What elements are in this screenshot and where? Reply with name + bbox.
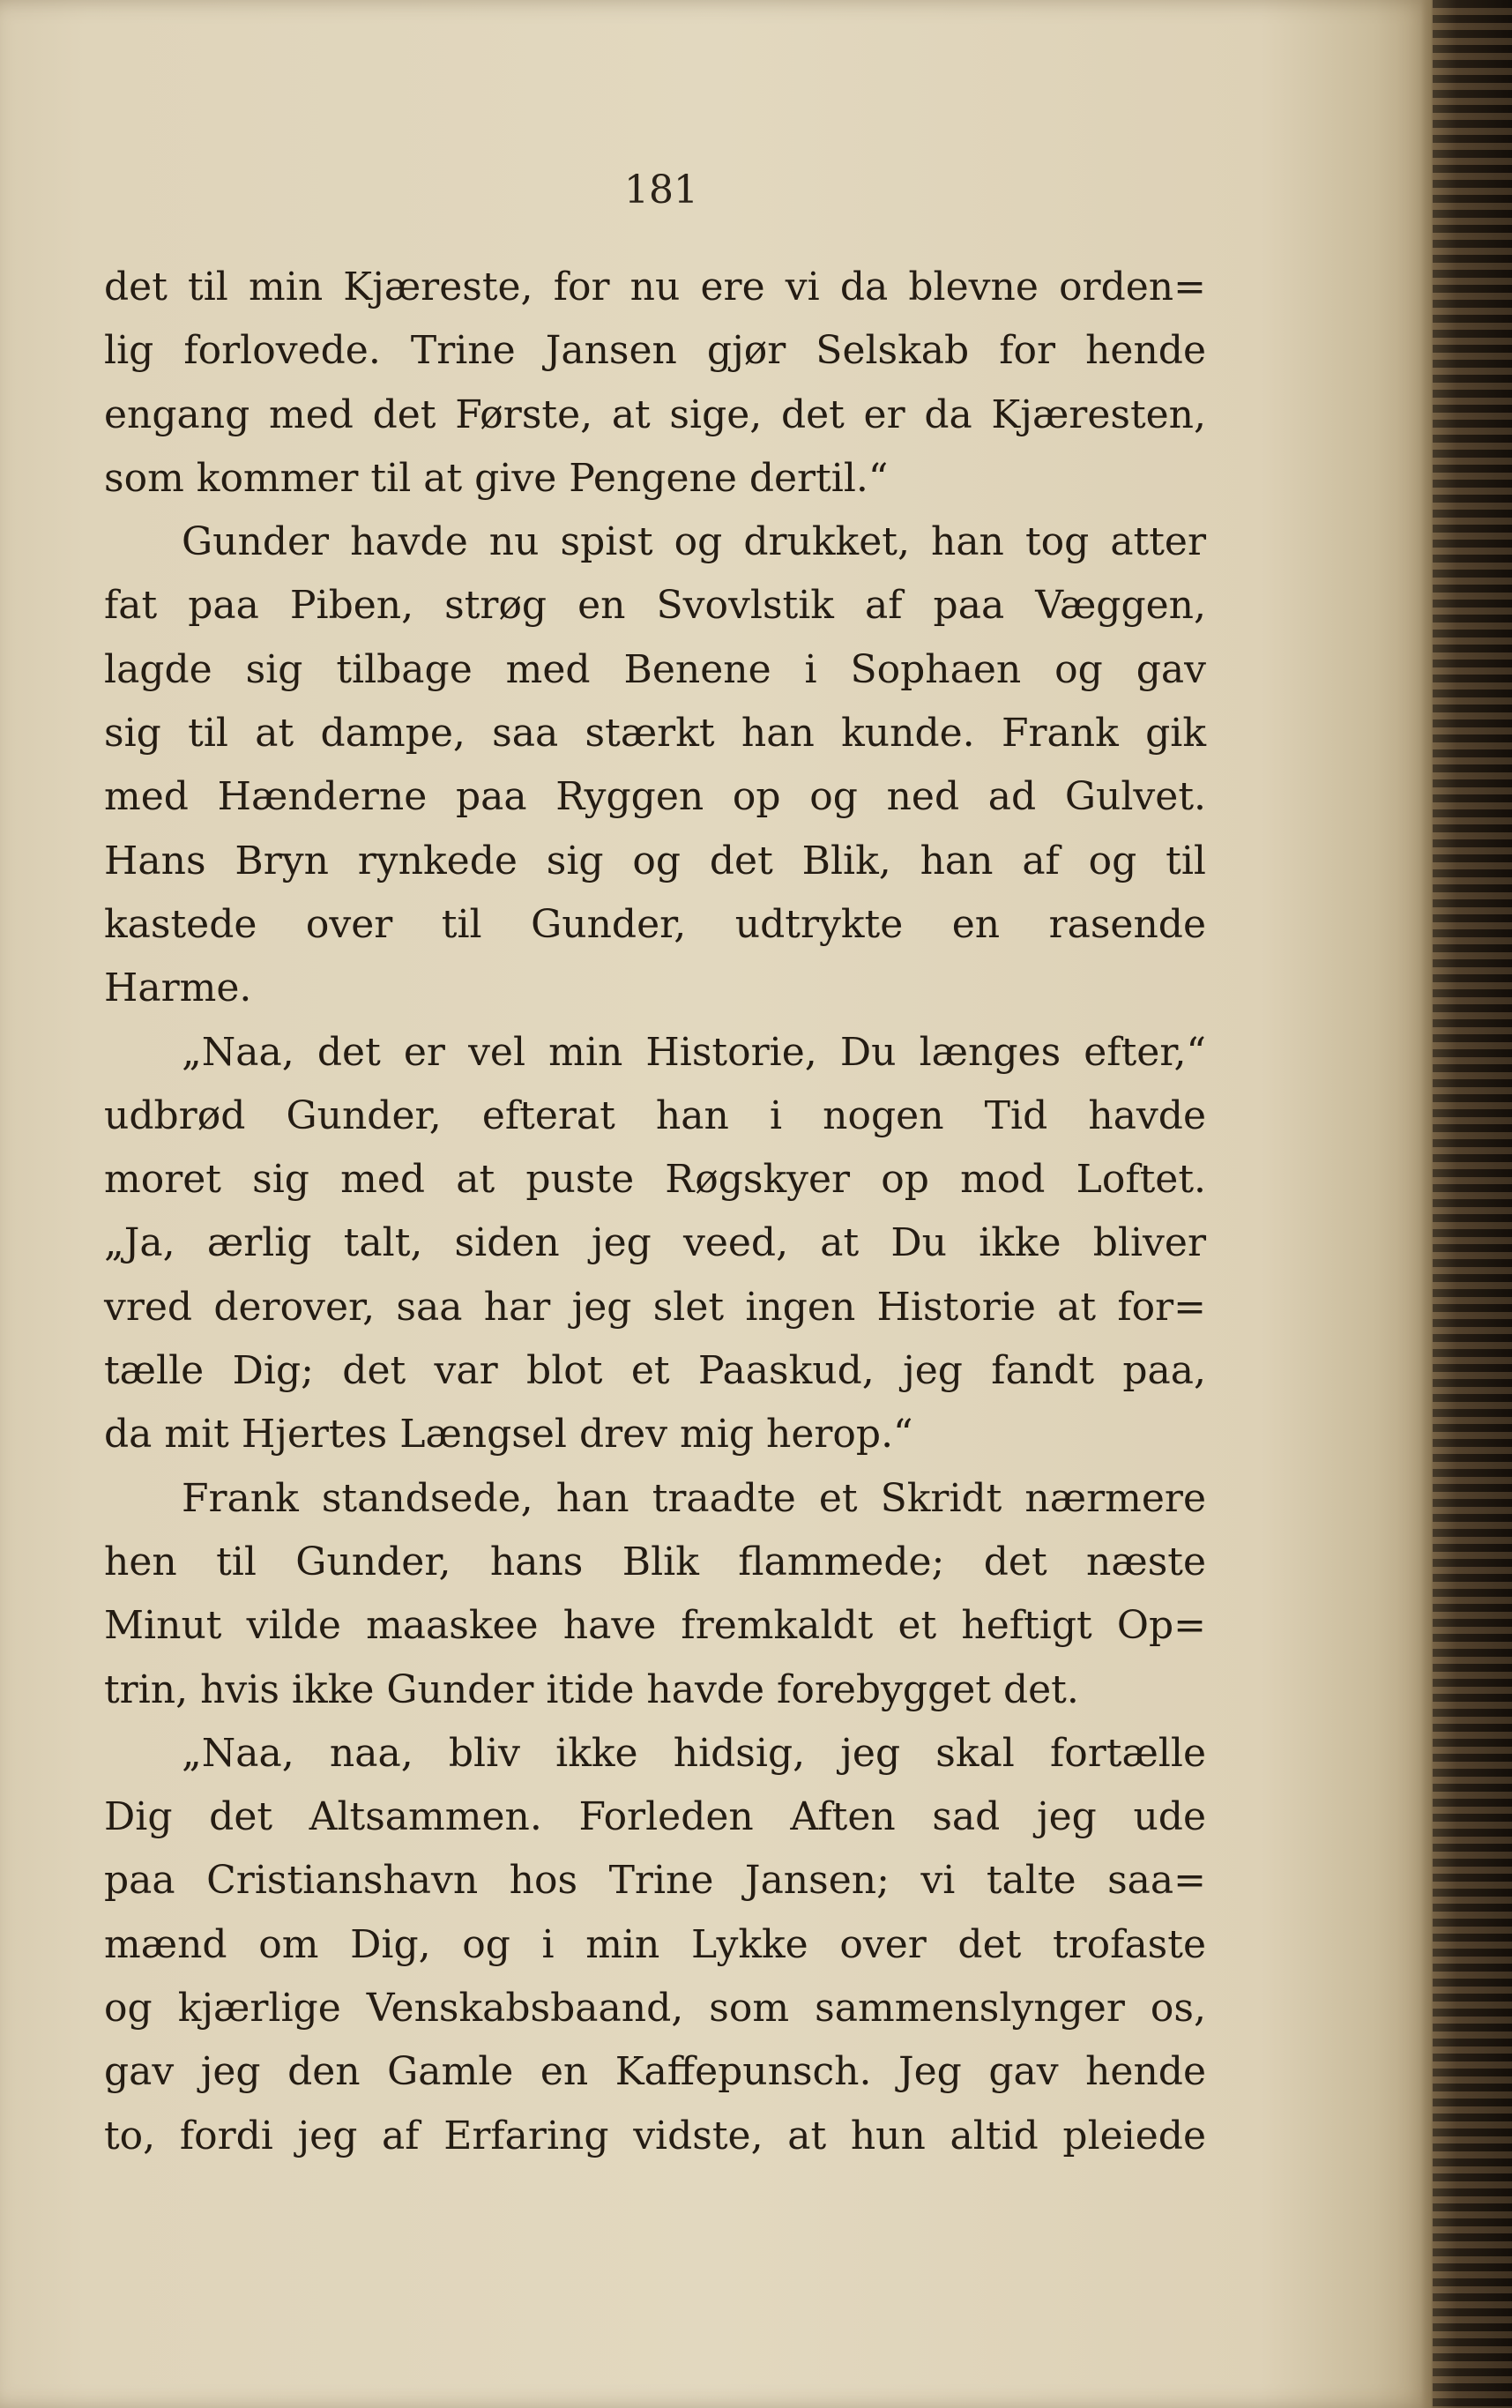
text-line: vred derover, saa har jeg slet ingen Historie at for= <box>104 1284 1206 1330</box>
text-line: engang med det Første, at sige, det er da Kjæresten, <box>104 391 1206 437</box>
text-line: hen til Gunder, hans Blik flammede; det næste <box>104 1539 1206 1584</box>
text-line: „Naa, det er vel min Historie, Du længes efter,“ <box>182 1029 1206 1075</box>
text-line: tælle Dig; det var blot et Paaskud, jeg fandt paa, <box>104 1348 1206 1394</box>
text-line: som kommer til at give Pengene dertil.“ <box>104 455 889 501</box>
text-line: mænd om Dig, og i min Lykke over det trofaste <box>104 1921 1206 1967</box>
text-line: udbrød Gunder, efterat han i nogen Tid havde <box>104 1092 1206 1138</box>
text-line: to, fordi jeg af Erfaring vidste, at hun altid pleiede <box>104 2113 1206 2158</box>
text-line: kastede over til Gunder, udtrykte en rasende <box>104 901 1206 947</box>
text-line: „Ja, ærlig talt, siden jeg veed, at Du ikke bliver <box>104 1220 1206 1266</box>
page-number: 181 <box>624 168 698 212</box>
text-line: og kjærlige Venskabsbaand, som sammenslynger os, <box>104 1986 1206 2032</box>
text-line: Hans Bryn rynkede sig og det Blik, han af og til <box>104 838 1206 883</box>
text-line: sig til at dampe, saa stærkt han kunde. Frank gik <box>104 711 1206 757</box>
book-binding <box>1433 0 1512 2408</box>
text-line: „Naa, naa, bliv ikke hidsig, jeg skal fortælle <box>182 1730 1206 1776</box>
text-line: da mit Hjertes Længsel drev mig herop.“ <box>104 1412 913 1457</box>
text-line: Gunder havde nu spist og drukket, han tog atter <box>182 519 1206 565</box>
text-line: Harme. <box>104 965 252 1011</box>
text-line: Dig det Altsammen. Forleden Aften sad jeg ude <box>104 1794 1206 1840</box>
body-text <box>104 256 1206 2168</box>
text-line: det til min Kjæreste, for nu ere vi da blevne orden= <box>104 265 1206 309</box>
text-line: fat paa Piben, strøg en Svovlstik af paa Væggen, <box>104 583 1206 629</box>
text-line: gav jeg den Gamle en Kaffepunsch. Jeg gav hende <box>104 2049 1206 2095</box>
text-line: trin, hvis ikke Gunder itide havde forebygget det. <box>104 1666 1079 1712</box>
text-line: lagde sig tilbage med Benene i Sophaen og gav <box>104 646 1206 692</box>
text-line: moret sig med at puste Røgskyer op mod Loftet. <box>104 1157 1206 1203</box>
text-line: Frank standsede, han traadte et Skridt nærmere <box>182 1475 1206 1521</box>
text-line: lig forlovede. Trine Jansen gjør Selskab for hende <box>104 328 1206 374</box>
text-line: med Hænderne paa Ryggen op og ned ad Gulvet. <box>104 774 1206 820</box>
text-line: paa Cristianshavn hos Trine Jansen; vi talte saa= <box>104 1858 1206 1904</box>
text-line: Minut vilde maaskee have fremkaldt et heftigt Op= <box>104 1603 1206 1649</box>
